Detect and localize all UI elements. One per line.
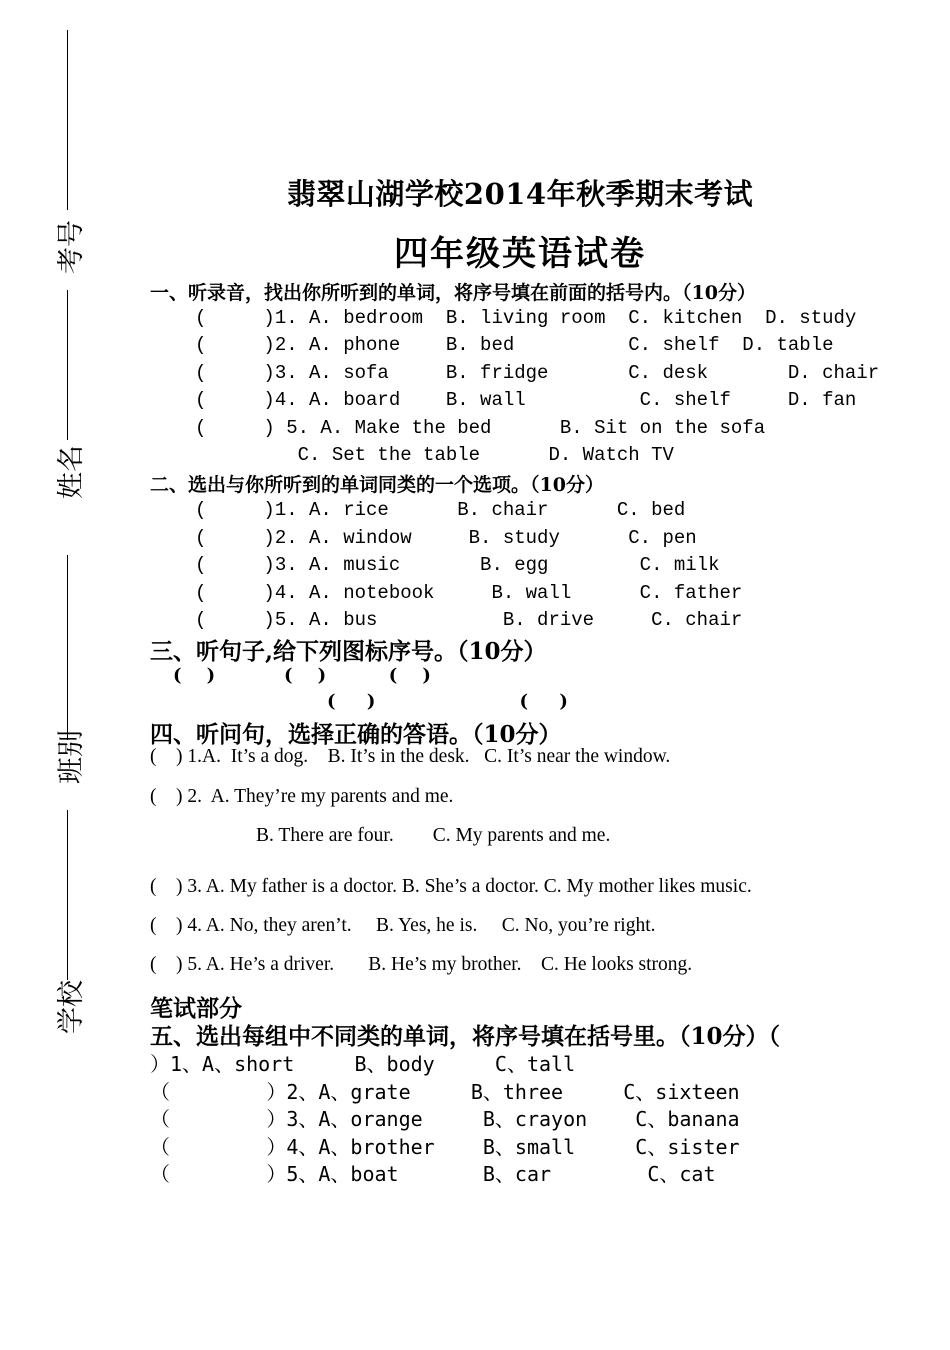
section3-answer-parens-row2: ( ) ( ) xyxy=(327,691,568,712)
section2-heading: 二、选出与你所听到的单词同类的一个选项。（10分） xyxy=(150,474,604,496)
section4-question: ( ) 3. A. My father is a doctor. B. She’s a doctor. C. My mother likes music. xyxy=(150,876,752,897)
section4-question: ( ) 2. A. They’re my parents and me. xyxy=(150,786,454,807)
section4-question: ( ) 5. A. He’s a driver. B. He’s my brother. C. He looks strong. xyxy=(150,954,693,975)
section2-question: ( )1. A. rice B. chair C. bed xyxy=(195,499,686,521)
section1-question: ( )4. A. board B. wall C. shelf D. fan xyxy=(195,389,857,411)
section5-question: （ ）3、A、orange B、crayon C、banana xyxy=(150,1107,740,1131)
section5-question: （ ）5、A、boat B、car C、cat xyxy=(150,1162,716,1186)
label-exam-number: 考号 xyxy=(56,220,87,274)
section5-question: （ ）2、A、grate B、three C、sixteen xyxy=(150,1080,740,1104)
section1-question: ( )2. A. phone B. bed C. shelf D. table xyxy=(195,334,834,356)
section4-question: ( ) 4. A. No, they aren’t. B. Yes, he is. C. No, you’re right. xyxy=(150,915,656,936)
paper-title: 四年级英语试卷 xyxy=(394,234,646,274)
label-class: 班别 xyxy=(56,730,87,784)
section1-question: ( ) 5. A. Make the bed B. Sit on the sofa xyxy=(195,417,766,439)
section4-question: ( ) 1.A. It’s a dog. B. It’s in the desk. C. It’s near the window. xyxy=(150,746,671,767)
section3-heading: 三、听句子,给下列图标序号。（10分） xyxy=(150,638,547,665)
section3-answer-parens-row1: ( ) ( ) ( ) xyxy=(173,665,431,686)
binding-line-4 xyxy=(67,810,68,980)
binding-line-3 xyxy=(67,555,68,740)
binding-line-2 xyxy=(67,290,68,440)
section4-heading: 四、听问句，选择正确的答语。（10分） xyxy=(150,721,562,748)
section5-question: （ ）4、A、brother B、small C、sister xyxy=(150,1135,740,1159)
exam-title: 翡翠山湖学校2014年秋季期末考试 xyxy=(286,177,754,211)
section2-question: ( )3. A. music B. egg C. milk xyxy=(195,554,720,576)
section4-question-continued: B. There are four. C. My parents and me. xyxy=(256,825,611,846)
section1-question: ( )3. A. sofa B. fridge C. desk D. chair xyxy=(195,362,880,384)
section1-question: ( )1. A. bedroom B. living room C. kitchen D. study xyxy=(195,307,857,329)
section1-heading: 一、听录音，找出你所听到的单词，将序号填在前面的括号内。（10分） xyxy=(150,282,756,304)
section5-question: ）1、A、short B、body C、tall xyxy=(150,1052,576,1076)
label-school: 学校 xyxy=(56,980,87,1034)
section1-question-continued: C. Set the table D. Watch TV xyxy=(195,444,674,466)
label-name: 姓名 xyxy=(56,445,87,499)
section5-heading: 五、选出每组中不同类的单词，将序号填在括号里。（10分）（ xyxy=(150,1023,781,1050)
written-part-label: 笔试部分 xyxy=(150,995,242,1022)
section2-question: ( )5. A. bus B. drive C. chair xyxy=(195,609,743,631)
section2-question: ( )2. A. window B. study C. pen xyxy=(195,527,697,549)
section2-question: ( )4. A. notebook B. wall C. father xyxy=(195,582,743,604)
